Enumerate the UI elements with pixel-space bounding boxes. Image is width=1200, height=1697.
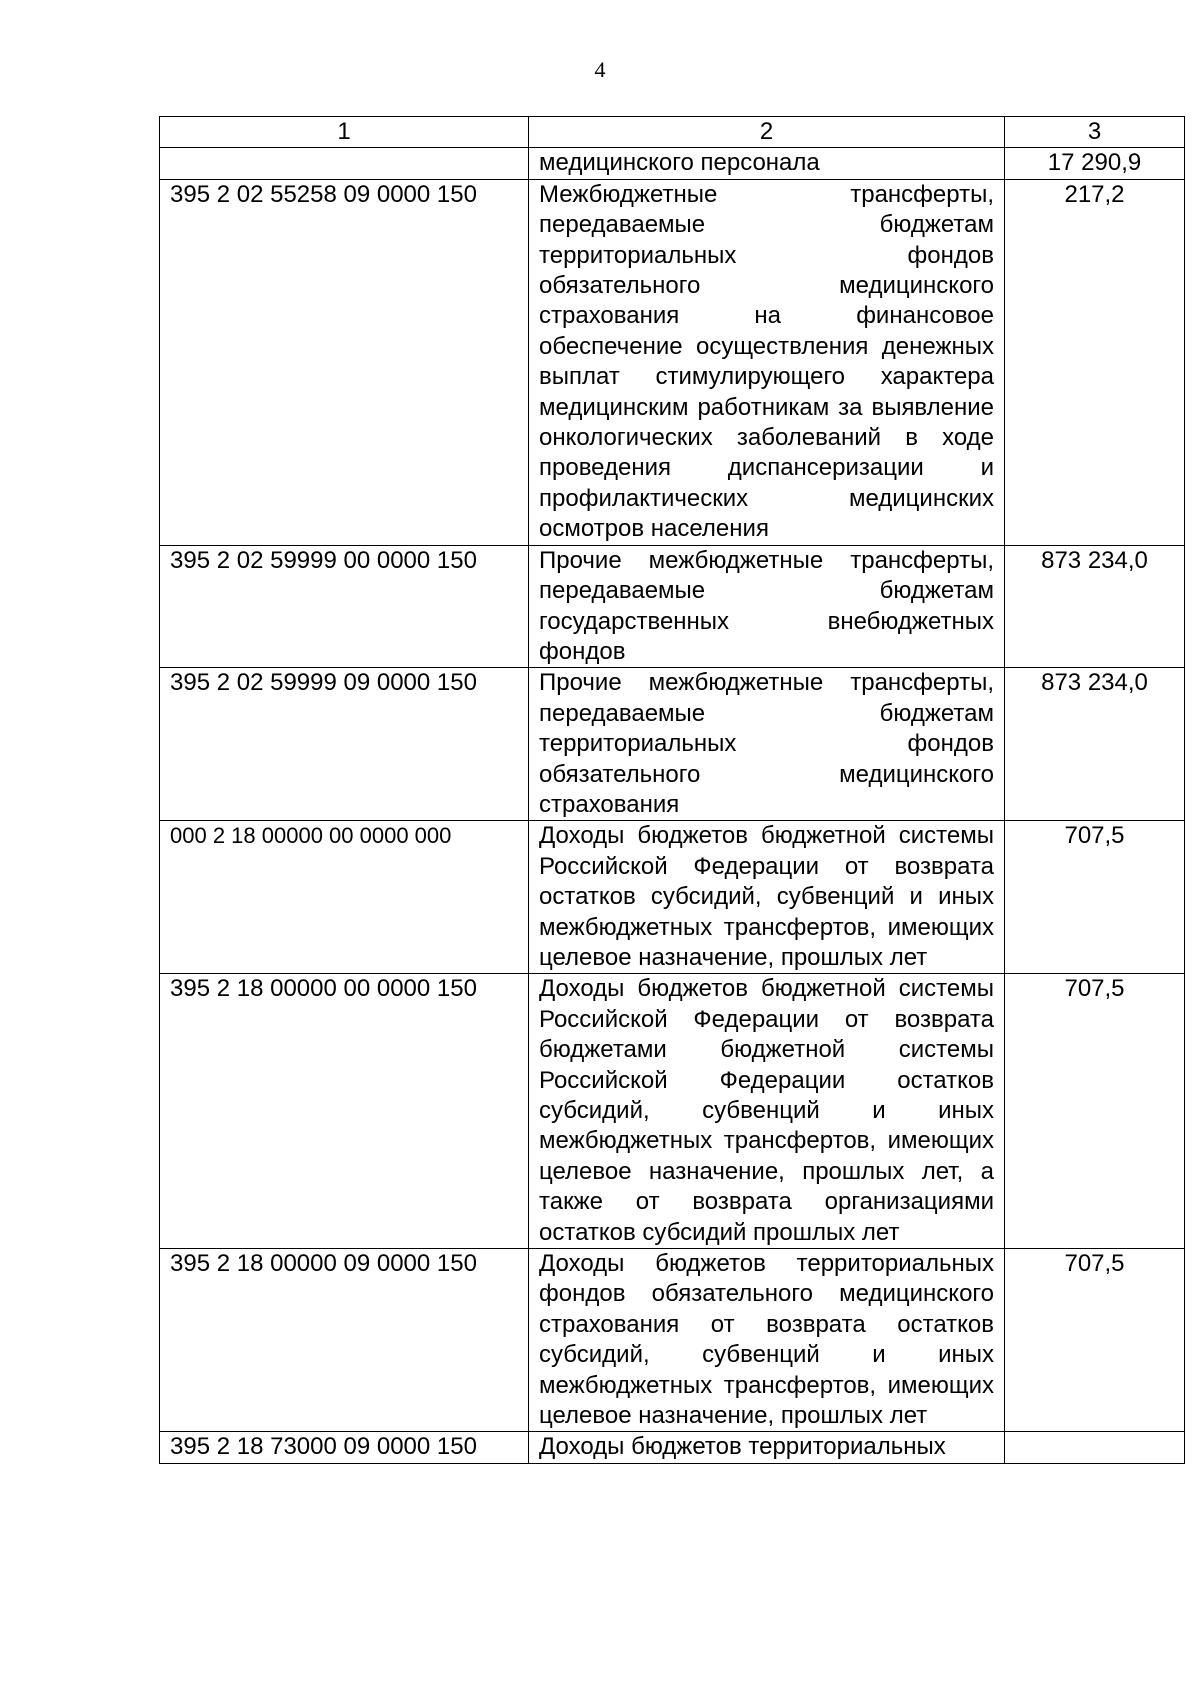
row-code: 395 2 18 73000 09 0000 150 — [160, 1432, 529, 1463]
row-description: медицинского персонала — [529, 148, 1005, 179]
row-code: 395 2 02 55258 09 0000 150 — [160, 179, 529, 545]
row-code: 395 2 02 59999 09 0000 150 — [160, 668, 529, 821]
row-value: 707,5 — [1005, 821, 1185, 974]
row-value: 217,2 — [1005, 179, 1185, 545]
row-value: 707,5 — [1005, 974, 1185, 1249]
page-number: 4 — [594, 57, 606, 82]
row-description: Доходы бюджетов территориальных фондов обязательного медицинского страхования от возврата остатков субсидий, субвенций и иных межбюджетных трансфертов, имеющих целевое назначение, прошлых лет — [529, 1249, 1005, 1432]
row-value: 873 234,0 — [1005, 668, 1185, 821]
row-description: Межбюджетные трансферты, передаваемые бюджетам территориальных фондов обязательного медицинского страхования на финансовое обеспечение осуществления денежных выплат стимулирующего характера медицинским работникам за выявление онкологических заболеваний в ходе проведения диспансеризации и профилактических медицинских осмотров населения — [529, 179, 1005, 545]
row-description: Прочие межбюджетные трансферты, передаваемые бюджетам государственных внебюджетных фондов — [529, 545, 1005, 668]
row-description: Доходы бюджетов территориальных — [529, 1432, 1005, 1463]
table-header-row — [160, 117, 1185, 148]
row-description: Доходы бюджетов бюджетной системы Российской Федерации от возврата остатков субсидий, субвенций и иных межбюджетных трансфертов, имеющих целевое назначение, прошлых лет — [529, 821, 1005, 974]
table-row — [160, 974, 1185, 1249]
table-row — [160, 1432, 1185, 1463]
row-code: 000 2 18 00000 00 0000 000 — [160, 821, 529, 974]
column-header-description: 2 — [529, 117, 1005, 148]
table-row — [160, 1249, 1185, 1432]
row-code: 395 2 18 00000 09 0000 150 — [160, 1249, 529, 1432]
table-row — [160, 668, 1185, 821]
row-code — [160, 148, 529, 179]
budget-revenue-table — [159, 116, 1185, 1464]
row-code: 395 2 02 59999 00 0000 150 — [160, 545, 529, 668]
table-row — [160, 148, 1185, 179]
row-value — [1005, 1432, 1185, 1463]
column-header-code: 1 — [160, 117, 529, 148]
row-value: 707,5 — [1005, 1249, 1185, 1432]
row-value: 873 234,0 — [1005, 545, 1185, 668]
row-code: 395 2 18 00000 00 0000 150 — [160, 974, 529, 1249]
table-row — [160, 545, 1185, 668]
row-description: Доходы бюджетов бюджетной системы Российской Федерации от возврата бюджетами бюджетной системы Российской Федерации остатков субсидий, субвенций и иных межбюджетных трансфертов, имеющих целевое назначение, прошлых лет, а также от возврата организациями остатков субсидий прошлых лет — [529, 974, 1005, 1249]
row-description: Прочие межбюджетные трансферты, передаваемые бюджетам территориальных фондов обязательного медицинского страхования — [529, 668, 1005, 821]
row-value: 17 290,9 — [1005, 148, 1185, 179]
column-header-value: 3 — [1005, 117, 1185, 148]
table-row — [160, 179, 1185, 545]
table-row — [160, 821, 1185, 974]
